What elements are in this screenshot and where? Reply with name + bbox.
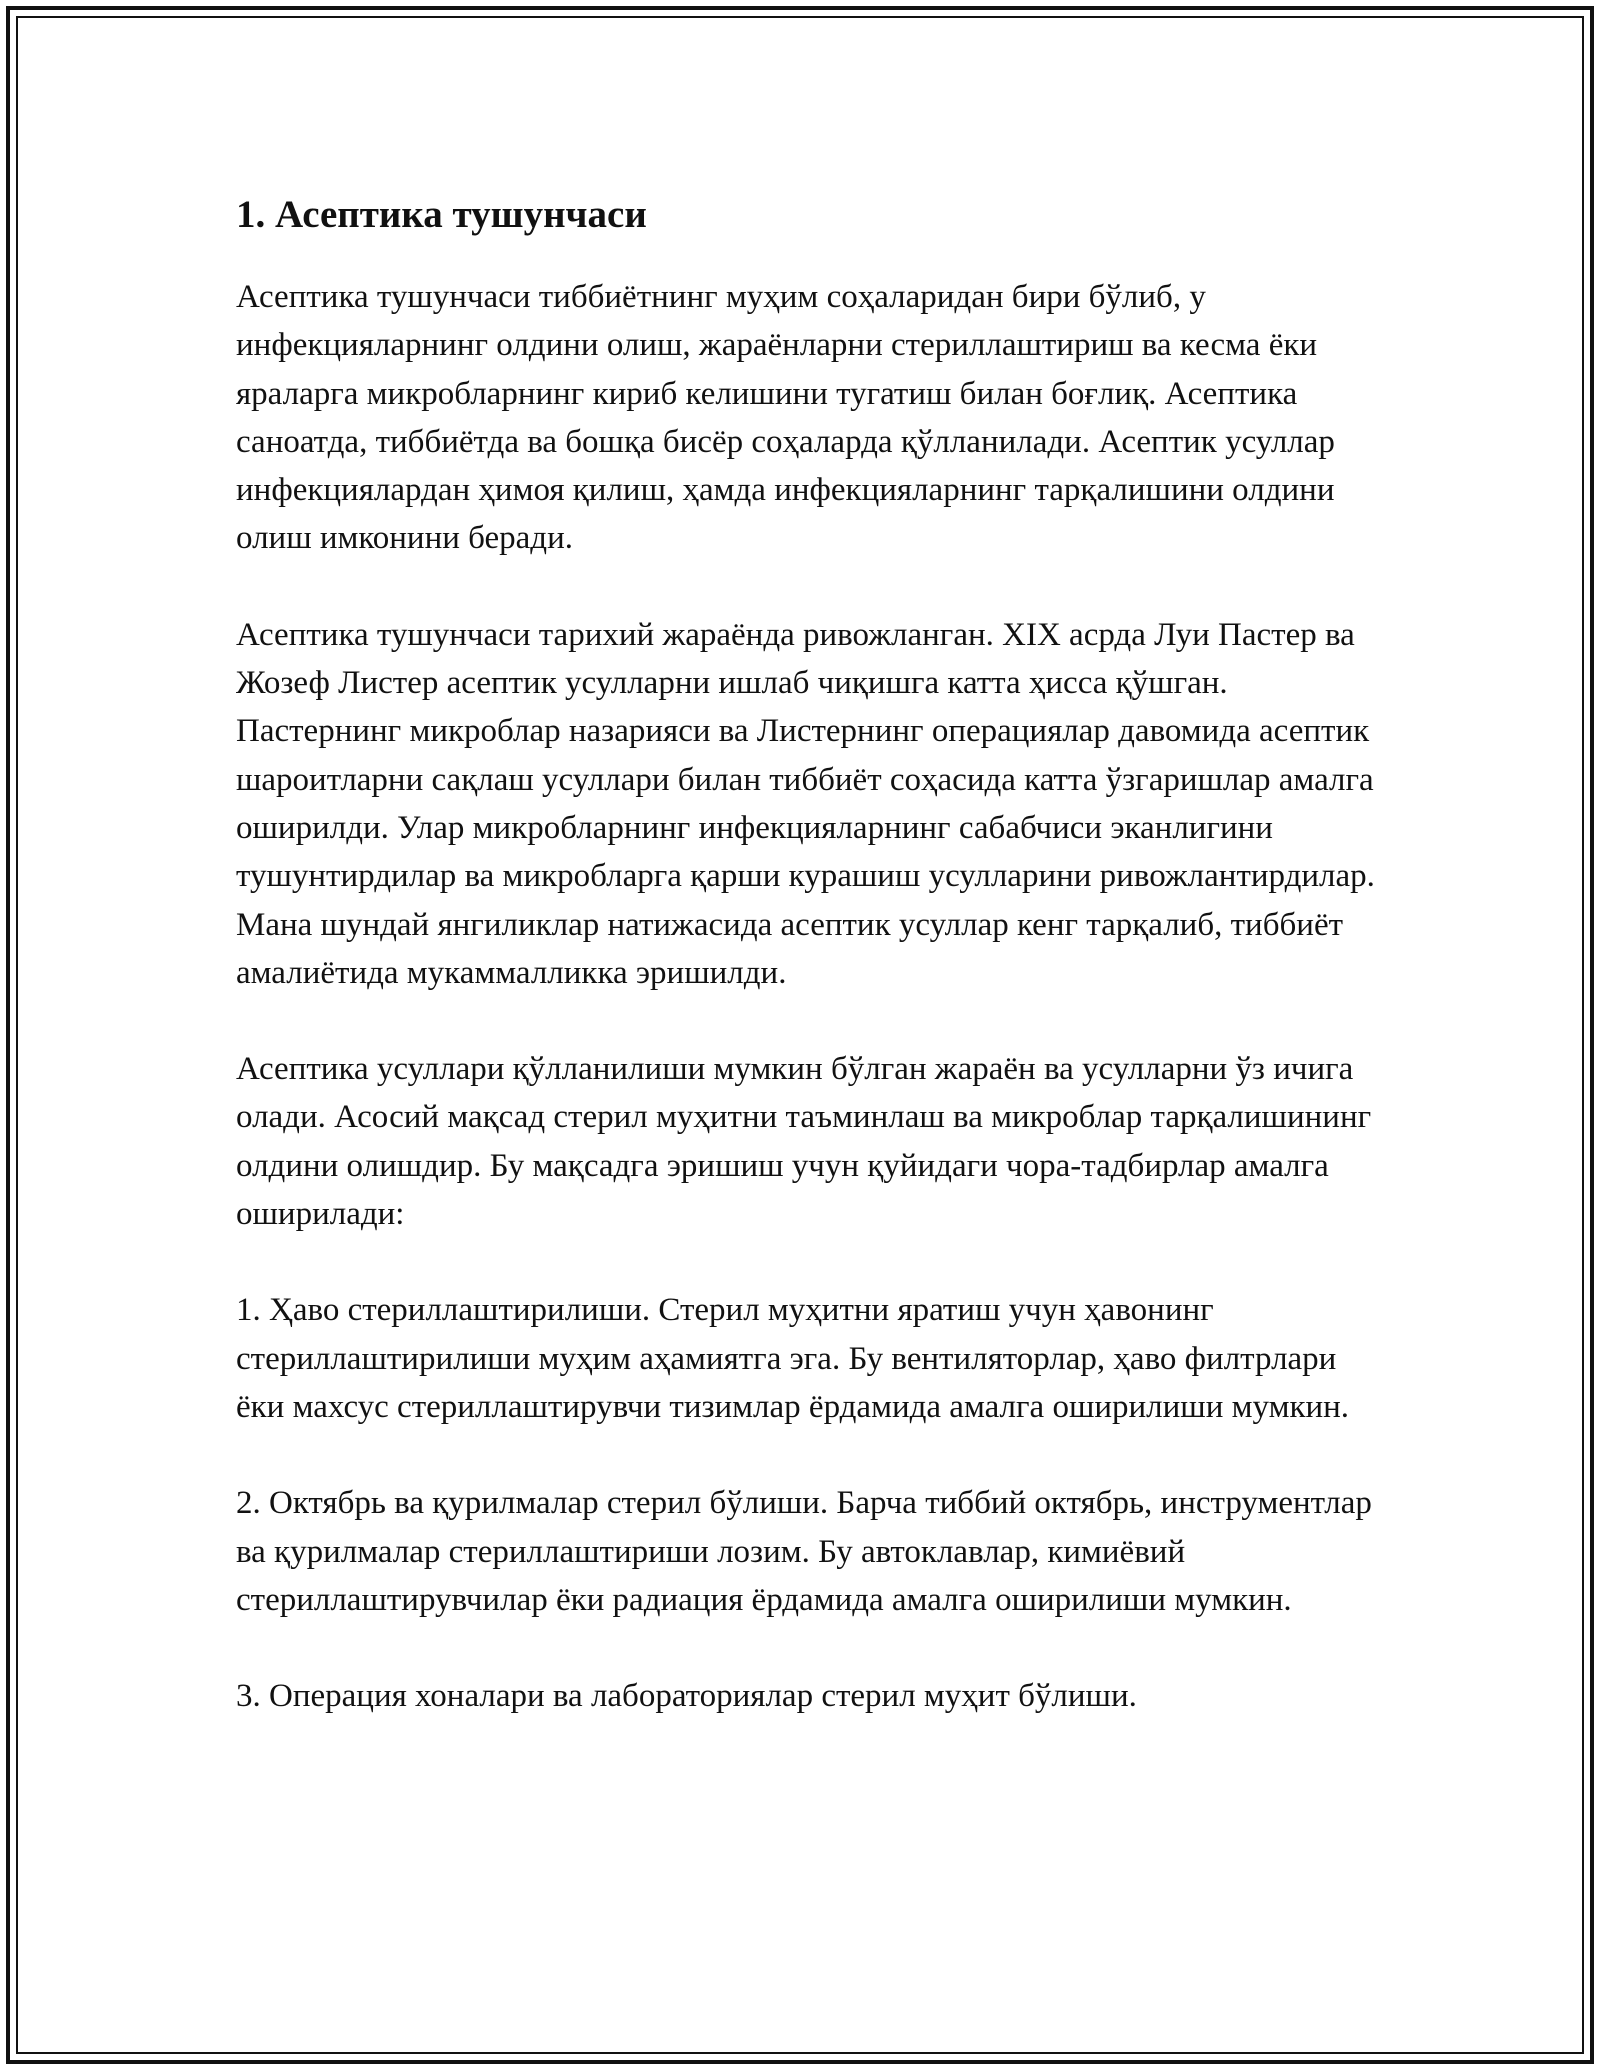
list-item-equipment-sterilization: 2. Октябрь ва қурилмалар стерил бўлиши. Барча тиббий октябрь, инструментлар ва қурилмалар стериллаштириши лозим. Бу автоклавлар, кимиёвий стериллаштирувчилар ёки радиация ёрдамида амалга оширилиши мумкин. bbox=[236, 1485, 1372, 1618]
paragraph-intro: Асептика тушунчаси тиббиётнинг муҳим соҳаларидан бири бўлиб, у инфекцияларнинг олдини олиш, жараёнларни стериллаштириш ва кесма ёки яраларга микробларнинг кириб келишини тугатиш билан боғлиқ. Асептика саноатда, тиббиётда ва бошқа бисёр соҳаларда қўлланилади. Асептик усуллар инфекциялардан ҳимоя қилиш, ҳамда инфекцияларнинг тарқалишини олдини олиш имконини беради. bbox=[236, 279, 1335, 557]
list-item-operating-rooms: 3. Операция хоналари ва лабораториялар стерил муҳит бўлиши. bbox=[236, 1678, 1137, 1715]
document-body bbox=[236, 185, 1386, 1768]
paragraph-methods: Асептика усуллари қўлланилиши мумкин бўлган жараён ва усулларни ўз ичига олади. Асосий мақсад стерил муҳитни таъминлаш ва микроблар тарқалишининг олдини олишдир. Бу мақсадга эришиш учун қуйидаги чора-тадбирлар амалга оширилади: bbox=[236, 1051, 1372, 1233]
paragraph-history: Асептика тушунчаси тарихий жараёнда ривожланган. XIX асрда Луи Пастер ва Жозеф Листер асептик усулларни ишлаб чиқишга катта ҳисса қўшган. Пастернинг микроблар назарияси ва Листернинг операциялар давомида асептик шароитларни сақлаш усуллари билан тиббиёт соҳасида катта ўзгаришлар амалга оширилди. Улар микробларнинг инфекцияларнинг сабабчиси эканлигини тушунтирдилар ва микробларга қарши курашиш усулларини ривожлантирдилар. Мана шундай янгиликлар натижасида асептик усуллар кенг тарқалиб, тиббиёт амалиётида мукаммалликка эришилди. bbox=[236, 616, 1375, 991]
list-item-air-sterilization: 1. Ҳаво стериллаштирилиши. Стерил муҳитни яратиш учун ҳавонинг стериллаштирилиши муҳим аҳамиятга эга. Бу вентиляторлар, ҳаво филтрлари ёки махсус стериллаштирувчи тизимлар ёрдамида амалга оширилиши мумкин. bbox=[236, 1292, 1350, 1425]
section-heading: 1. Асептика тушунчаси bbox=[236, 193, 647, 236]
